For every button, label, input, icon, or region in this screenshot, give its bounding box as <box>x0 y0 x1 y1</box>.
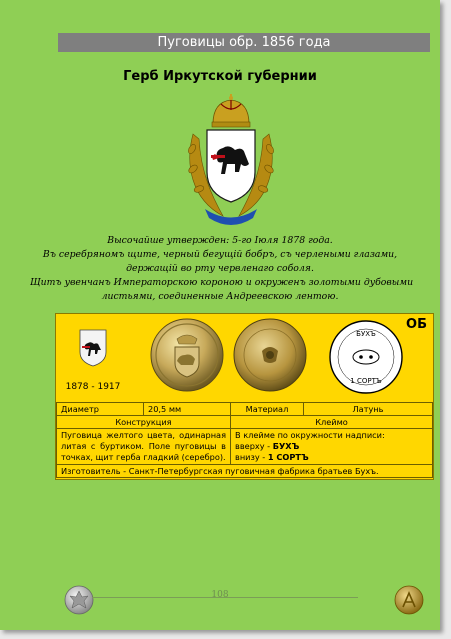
monogram-medallion-icon <box>394 585 424 615</box>
mark-bottom-prefix: внизу - <box>235 452 268 462</box>
catalog-code: ОБ <box>406 317 427 332</box>
mark-label: Клеймо <box>231 416 433 429</box>
coat-description <box>30 234 414 304</box>
mark-intro: В клейме по окружности надписи: <box>235 430 385 440</box>
construction-label: Конструкция <box>57 416 231 429</box>
page-number: 108 <box>211 590 229 600</box>
coat-of-arms-emblem-icon <box>183 94 279 228</box>
table-row <box>57 416 433 429</box>
description-line: Высочайше утвержден: 5-го Іюля 1878 года. <box>107 235 333 246</box>
mark-text <box>231 429 433 465</box>
stamp-bottom-text: 1 СОРТЪ <box>350 377 382 385</box>
spec-table <box>56 402 433 478</box>
page-header-title: Пуговицы обр. 1856 года <box>58 33 430 52</box>
material-value: Латунь <box>304 403 433 416</box>
years-label: 1878 - 1917 <box>65 382 121 392</box>
mark-top-line <box>235 441 428 452</box>
table-row <box>57 429 433 465</box>
mark-top-value: БУХЪ <box>272 441 300 451</box>
description-line: держащій во рту червленаго соболя. <box>126 263 314 274</box>
diameter-label: Диаметр <box>57 403 144 416</box>
description-line: Въ серебряномъ щите, черный бегущій бобръ, съ черлеными глазами, <box>42 249 398 260</box>
button-back-photo <box>232 317 308 393</box>
table-row <box>57 403 433 416</box>
mark-bottom-line <box>235 452 428 463</box>
mark-top-prefix: вверху - <box>235 441 273 451</box>
maker-text: Изготовитель - Санкт-Петербургская пуговичная фабрика братьев Бухъ. <box>57 465 433 478</box>
mark-stamp-diagram <box>328 319 404 395</box>
material-label: Материал <box>231 403 304 416</box>
description-line: листьями, соединенные Андреевскою лентою. <box>101 291 339 302</box>
stamp-top-text: БУХЪ <box>356 330 376 338</box>
description-line: Щитъ увенчанъ Императорскою короною и окруженъ золотыми дубовыми <box>30 277 414 288</box>
table-row <box>57 465 433 478</box>
button-front-photo <box>149 317 225 393</box>
construction-text: Пуговица желтого цвета, одинарная литая с буртиком. Поле пуговицы в точках, щит герба гладкий (серебро). <box>57 429 231 465</box>
mark-bottom-value: 1 СОРТЪ <box>267 452 309 462</box>
diameter-value: 20,5 мм <box>144 403 231 416</box>
button-info-panel <box>55 313 434 480</box>
small-coat-of-arms-icon <box>78 328 108 368</box>
coat-of-arms-title: Герб Иркутской губернии <box>123 69 317 84</box>
